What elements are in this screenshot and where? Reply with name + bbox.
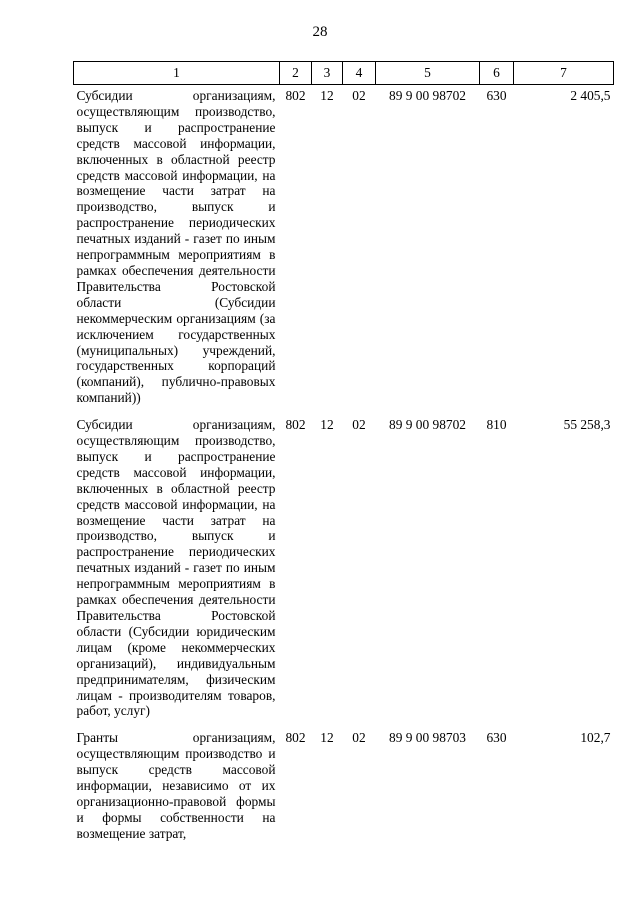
target-article-code: 89 9 00 98703 (389, 730, 466, 746)
expense-type-code: 810 (486, 417, 507, 433)
table-row (74, 85, 614, 415)
amount: 102,7 (580, 730, 611, 746)
table-row (74, 414, 614, 727)
subsection-code: 02 (352, 417, 366, 433)
row-description: Субсидии организациям, осуществляющим производство, выпуск и распространение средств массовой информации, включенных в областной реестр средств массовой информации, на возмещение части затрат на производство, выпуск и распространение периодических печатных изданий - газет по иным непрограммным мероприятиям в рамках обеспечения деятельности Правительства Ростовской области (Субсидии некоммерческим организациям (за исключением государственных (муниципальных) учреждений, государственных корпораций (компаний), публично-правовых компаний)) (76, 88, 276, 406)
target-article-code: 89 9 00 98702 (389, 417, 466, 433)
expense-type-code: 630 (486, 88, 507, 103)
column-header: 3 (312, 62, 343, 85)
ministry-code: 802 (285, 88, 306, 103)
amount: 2 405,5 (570, 88, 611, 103)
subsection-code: 02 (352, 730, 366, 746)
row-description: Субсидии организациям, осуществляющим производство, выпуск и распространение средств массовой информации, включенных в областной реестр средств массовой информации, на возмещение части затрат на производство, выпуск и распространение периодических печатных изданий - газет по иным непрограммным мероприятиям в рамках обеспечения деятельности Правительства Ростовской области (Субсидии юридическим лицам (кроме некоммерческих организаций), индивидуальным предпринимателям, физическим лицам - производителям товаров, работ, услуг) (76, 417, 276, 719)
column-header: 2 (280, 62, 312, 85)
table-row (74, 727, 614, 849)
page-number: 28 (312, 24, 328, 40)
subsection-code: 02 (352, 88, 366, 103)
section-code: 12 (320, 730, 334, 746)
ministry-code: 802 (285, 730, 306, 746)
row-description: Гранты организациям, осуществляющим производство и выпуск средств массовой информации, независимо от их организационно-правовой формы и формы собственности на возмещение затрат, (76, 730, 276, 841)
column-header: 7 (514, 62, 614, 85)
column-header: 4 (343, 62, 376, 85)
column-header: 1 (74, 62, 280, 85)
amount: 55 258,3 (563, 417, 611, 433)
budget-table (73, 61, 614, 850)
expense-type-code: 630 (486, 730, 507, 746)
table-header-row (74, 62, 614, 85)
ministry-code: 802 (285, 417, 306, 433)
column-header: 6 (480, 62, 514, 85)
section-code: 12 (320, 417, 334, 433)
column-header: 5 (376, 62, 480, 85)
target-article-code: 89 9 00 98702 (389, 88, 466, 103)
section-code: 12 (320, 88, 334, 103)
